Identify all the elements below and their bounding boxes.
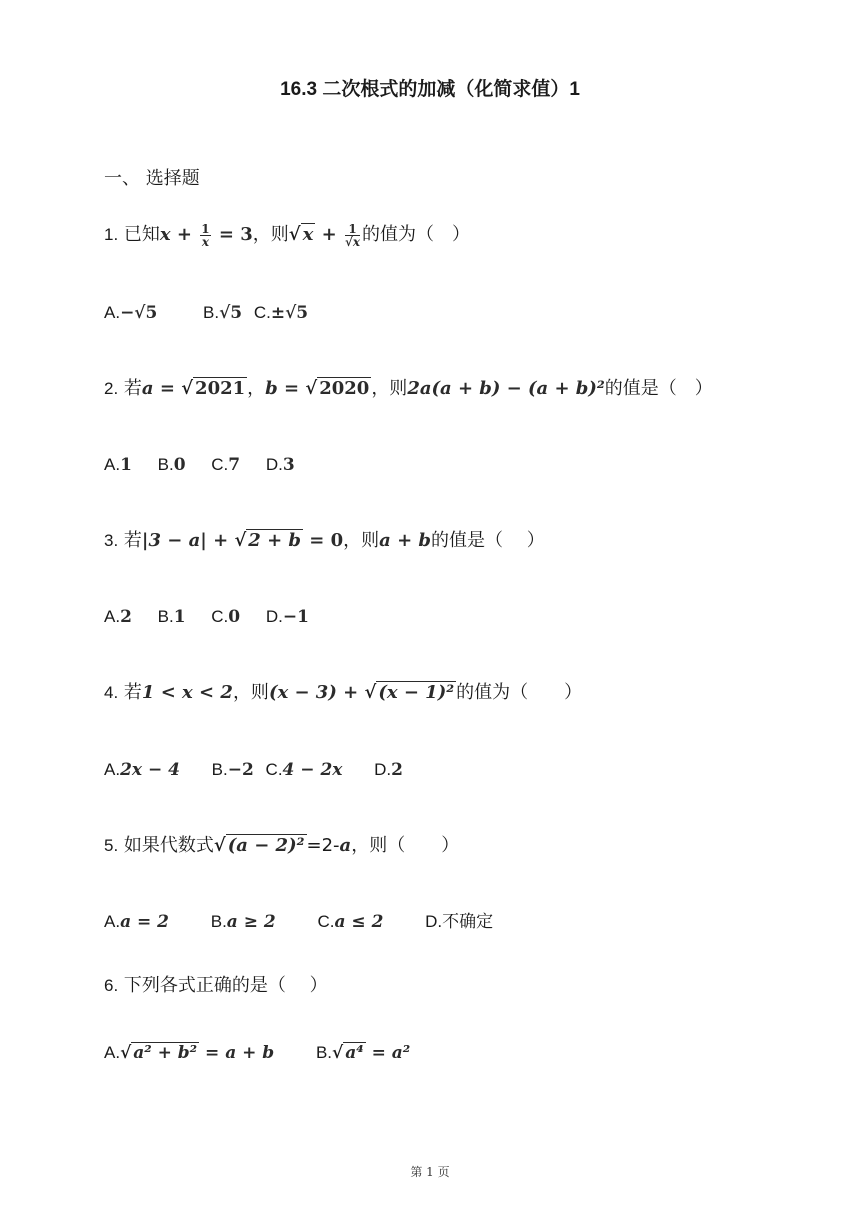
question-3-options [104, 604, 309, 630]
sqrt-sign: √ [213, 835, 226, 856]
question-text: 下列各式正确的是（ ） [123, 975, 328, 996]
math-expr: b = [265, 378, 306, 399]
radicand: 2021 [195, 378, 246, 399]
option-b[interactable]: B.√ a⁴ = a² [315, 1043, 411, 1063]
question-text: ，则 [252, 224, 289, 245]
question-text: 的值为（ ） [456, 682, 583, 703]
question-4 [104, 680, 582, 706]
sqrt-sign: √ [288, 224, 301, 245]
question-text: ，则（ ） [351, 835, 460, 856]
question-1 [104, 222, 470, 248]
math-expr: a = [141, 378, 182, 399]
option-d[interactable]: D.−1 [265, 607, 309, 627]
page-footer: 第 1 页 [410, 1165, 450, 1179]
question-number: 3. [104, 531, 119, 550]
sqrt-sign: √ [305, 378, 318, 399]
option-d[interactable]: D.3 [265, 455, 295, 475]
option-c[interactable]: C.0 [211, 607, 241, 627]
option-b[interactable]: B.0 [157, 455, 186, 475]
question-5 [104, 833, 459, 859]
option-a[interactable]: A.2 [104, 607, 132, 627]
option-a[interactable]: A.√ a² + b² = a + b [104, 1043, 275, 1063]
question-text: 的值是（ ） [431, 530, 545, 551]
question-number: 5. [104, 836, 119, 855]
question-number: 2. [104, 379, 119, 398]
option-b[interactable]: B.1 [157, 607, 186, 627]
question-number: 1. [104, 225, 119, 244]
question-3 [104, 528, 545, 554]
math-expr: x + [159, 224, 199, 245]
question-text: ，则 [232, 682, 269, 703]
sqrt-sign: √ [234, 530, 247, 551]
question-text: 已知 [123, 224, 160, 245]
question-text: 如果代数式 [123, 835, 214, 856]
question-2 [104, 376, 713, 402]
question-text: ， [247, 378, 266, 399]
math-var: a [339, 835, 352, 856]
question-4-options [104, 757, 403, 783]
section-heading: 一、 选择题 [104, 168, 200, 189]
option-d[interactable]: D.不确定 [425, 912, 494, 931]
math-expr: (x − 3) + [268, 682, 365, 703]
fraction: $\frac{1}{√x}$ [344, 221, 361, 249]
math-expr: a + b [379, 530, 432, 551]
option-a[interactable]: A.a = 2 [104, 912, 169, 932]
option-a[interactable]: A.1 [104, 455, 132, 475]
sqrt-sign: √ [181, 378, 194, 399]
option-b[interactable]: B.√5 [203, 303, 243, 323]
option-c[interactable]: C.±√5 [253, 303, 309, 323]
question-text: 的值是（ ） [604, 378, 713, 399]
math-expr: |3 − a| + [141, 530, 235, 551]
math-expr: = 0 [303, 530, 344, 551]
question-text: 若 [123, 682, 142, 703]
question-6-options [104, 1040, 410, 1066]
radicand: (a − 2)² [227, 835, 305, 856]
option-b[interactable]: B.−2 [211, 760, 254, 780]
option-c[interactable]: C.a ≤ 2 [317, 912, 384, 932]
math-expr: 1 < x < 2 [141, 682, 233, 703]
question-text: 若 [123, 530, 142, 551]
radicand: 2 + b [248, 530, 302, 551]
question-text: ，则 [343, 530, 380, 551]
question-2-options [104, 452, 295, 478]
sqrt-sign: √ [364, 682, 377, 703]
option-c[interactable]: C.4 − 2x [265, 760, 343, 780]
option-c[interactable]: C.7 [211, 455, 241, 475]
option-d[interactable]: D.2 [374, 760, 403, 780]
radicand: x [302, 224, 314, 245]
math-expr: = 3 [212, 224, 253, 245]
question-text: 若 [123, 378, 142, 399]
question-1-options [104, 300, 308, 326]
question-5-options [104, 909, 493, 935]
option-b[interactable]: B.a ≥ 2 [210, 912, 276, 932]
page-title: 16.3 二次根式的加减（化简求值）1 [280, 79, 580, 100]
math-op: + [315, 224, 343, 245]
question-text: =2- [306, 835, 340, 856]
question-6 [104, 973, 328, 999]
option-a[interactable]: A.−√5 [104, 303, 158, 323]
question-text: ，则 [371, 378, 408, 399]
math-expr: 2a(a + b) − (a + b)² [407, 378, 605, 399]
option-a[interactable]: A.2x − 4 [104, 760, 180, 780]
question-number: 6. [104, 976, 119, 995]
radicand: (x − 1)² [378, 682, 455, 703]
question-text: 的值为（ ） [362, 224, 471, 245]
fraction: $\frac{1}{x}$ [201, 221, 210, 249]
question-number: 4. [104, 683, 119, 702]
radicand: 2020 [319, 378, 370, 399]
